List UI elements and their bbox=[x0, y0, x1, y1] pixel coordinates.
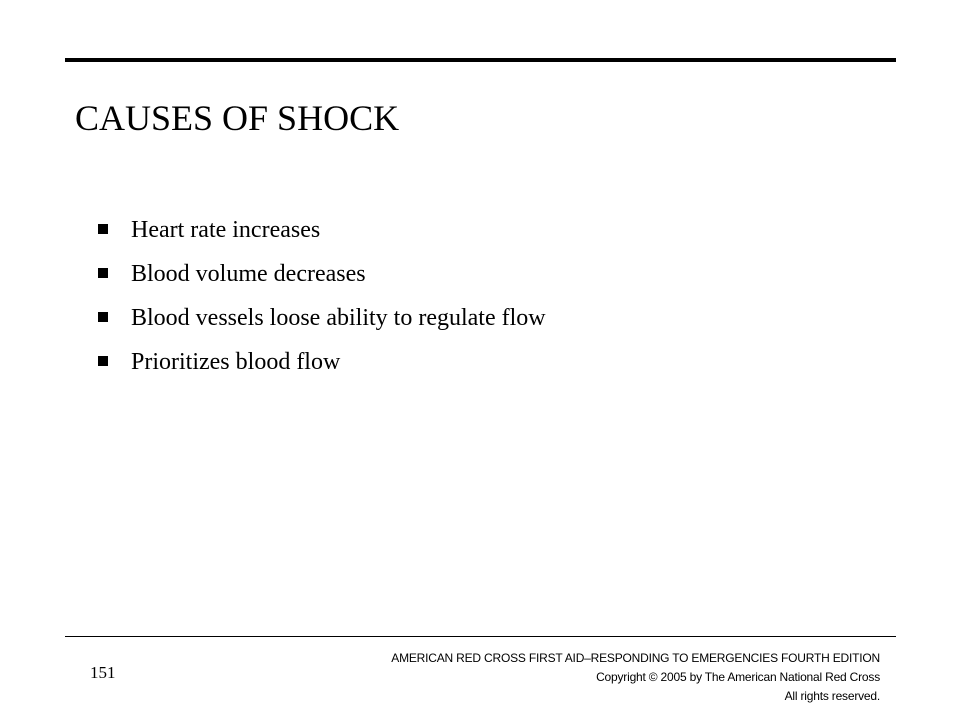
bullet-text: Prioritizes blood flow bbox=[131, 349, 341, 375]
square-bullet-icon bbox=[98, 268, 108, 278]
page-number: 151 bbox=[90, 663, 116, 682]
bullet-text: Blood volume decreases bbox=[131, 261, 366, 287]
bullet-text: Blood vessels loose ability to regulate flow bbox=[131, 305, 546, 331]
copyright-notice: Copyright © 2005 by The American National Red Cross bbox=[596, 670, 880, 684]
square-bullet-icon bbox=[98, 312, 108, 322]
slide-title: CAUSES OF SHOCK bbox=[75, 98, 400, 138]
bottom-divider bbox=[65, 636, 896, 637]
bullet-text: Heart rate increases bbox=[131, 217, 321, 243]
footer-credits bbox=[391, 649, 880, 706]
top-divider bbox=[65, 58, 896, 62]
square-bullet-icon bbox=[98, 356, 108, 366]
book-title: AMERICAN RED CROSS FIRST AID–RESPONDING TO EMERGENCIES FOURTH EDITION bbox=[391, 651, 880, 665]
rights-notice: All rights reserved. bbox=[784, 689, 880, 703]
square-bullet-icon bbox=[98, 224, 108, 234]
